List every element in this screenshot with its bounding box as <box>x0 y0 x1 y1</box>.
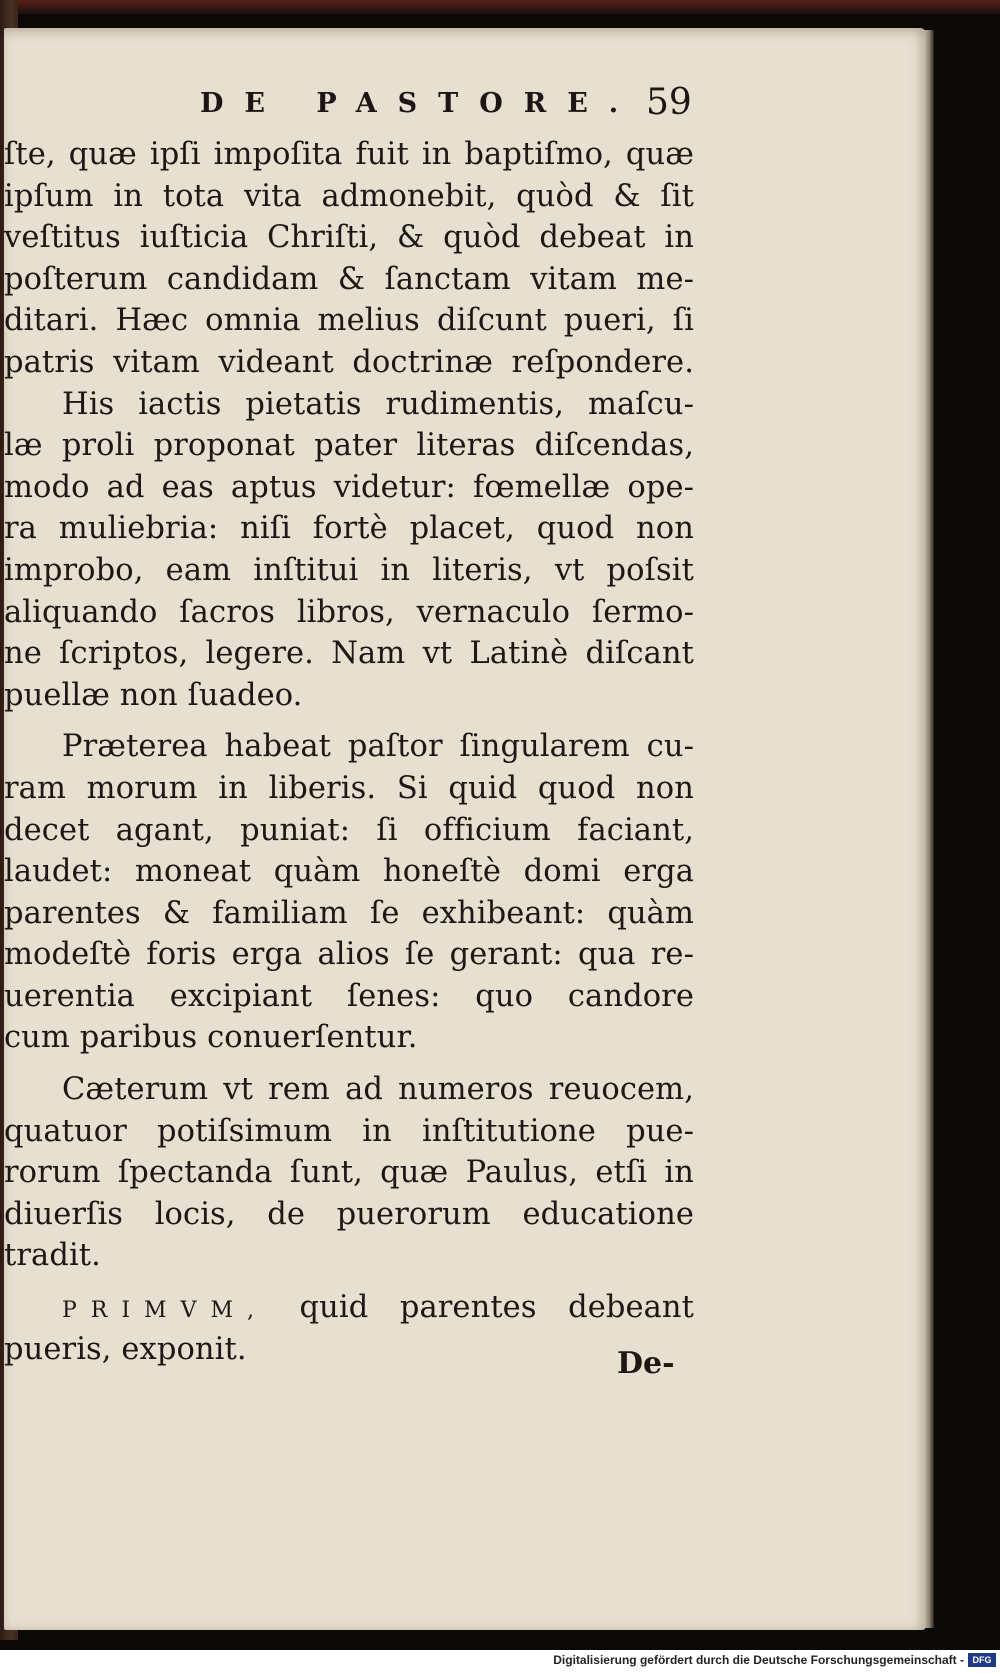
text-line: ditari. Hæc omnia melius diſcunt pueri, ſi <box>4 303 694 339</box>
text-line-primum-2: pueris, exponit. <box>4 1331 247 1367</box>
book-top-edge <box>0 0 1000 14</box>
text-line: rorum ſpectanda ſunt, quæ Paulus, etſi in <box>4 1155 694 1191</box>
text-line: Cæterum vt rem ad numeros reuocem, <box>62 1072 694 1108</box>
text-line: patris vitam videant doctrinæ reſpondere. <box>4 344 694 380</box>
text-line: improbo, eam inſtitui in literis, vt poſsit <box>4 552 694 588</box>
text-line: decet agant, puniat: ſi officium faciant, <box>4 812 694 848</box>
text-line: quatuor potiſsimum in inſtitutione pue- <box>4 1113 694 1149</box>
dfg-logo: DFG <box>968 1653 996 1667</box>
text-line: modeſtè foris erga alios ſe gerant: qua re- <box>4 937 694 973</box>
text-line: ne ſcriptos, legere. Nam vt Latinè diſcant <box>4 636 694 672</box>
text-line: ram morum in liberis. Si quid quod non <box>4 770 694 806</box>
digitization-footer <box>0 1650 1000 1673</box>
text-line: veſtitus iuſticia Chriſti, & quòd debeat in <box>4 220 694 256</box>
text-line: puellæ non ſuadeo. <box>4 677 303 713</box>
text-line: His iactis pietatis rudimentis, maſcu- <box>62 386 694 422</box>
primum-smallcaps: PRIMVM, <box>62 1298 268 1324</box>
text-line: aliquando ſacros libros, vernaculo ſermo- <box>4 594 694 630</box>
running-head: DE PASTORE. <box>200 88 640 119</box>
text-line: ſte, quæ ipſi impoſita fuit in baptiſmo, quæ <box>4 137 694 172</box>
text-line: ipſum in tota vita admonebit, quòd & ſit <box>4 178 694 214</box>
body-text <box>4 134 694 1370</box>
paragraph-gap <box>4 716 694 726</box>
catchword: De- <box>617 1346 675 1381</box>
text-line: poſterum candidam & ſanctam vitam me- <box>4 261 694 297</box>
paragraph-gap <box>4 1059 694 1069</box>
text-line: laudet: moneat quàm honeſtè domi erga <box>4 854 694 890</box>
text-line: Præterea habeat paſtor ſingularem cu- <box>62 729 694 765</box>
text-line: læ proli proponat pater literas diſcendas, <box>4 428 694 464</box>
footer-credit: Digitalisierung gefördert durch die Deutsche Forschungsgemeinschaft - <box>553 1653 964 1667</box>
paragraph-gap <box>4 1277 694 1287</box>
text-line: cum paribus conuerſentur. <box>4 1020 418 1056</box>
text-lines <box>4 134 694 1277</box>
text-line: tradit. <box>4 1238 101 1274</box>
primum-rest: quid parentes debeant <box>268 1290 694 1326</box>
text-line: diuerſis locis, de puerorum educatione <box>4 1196 694 1232</box>
text-line-primum <box>4 1287 694 1329</box>
text-line: parentes & familiam ſe exhibeant: quàm <box>4 895 694 931</box>
text-line: uerentia excipiant ſenes: quo candore <box>4 978 694 1014</box>
text-line: ra muliebria: niſi fortè placet, quod non <box>4 511 694 547</box>
page-number: 59 <box>646 82 692 123</box>
text-line: modo ad eas aptus videtur: fœmellæ ope- <box>4 469 694 505</box>
page-header <box>200 82 700 128</box>
